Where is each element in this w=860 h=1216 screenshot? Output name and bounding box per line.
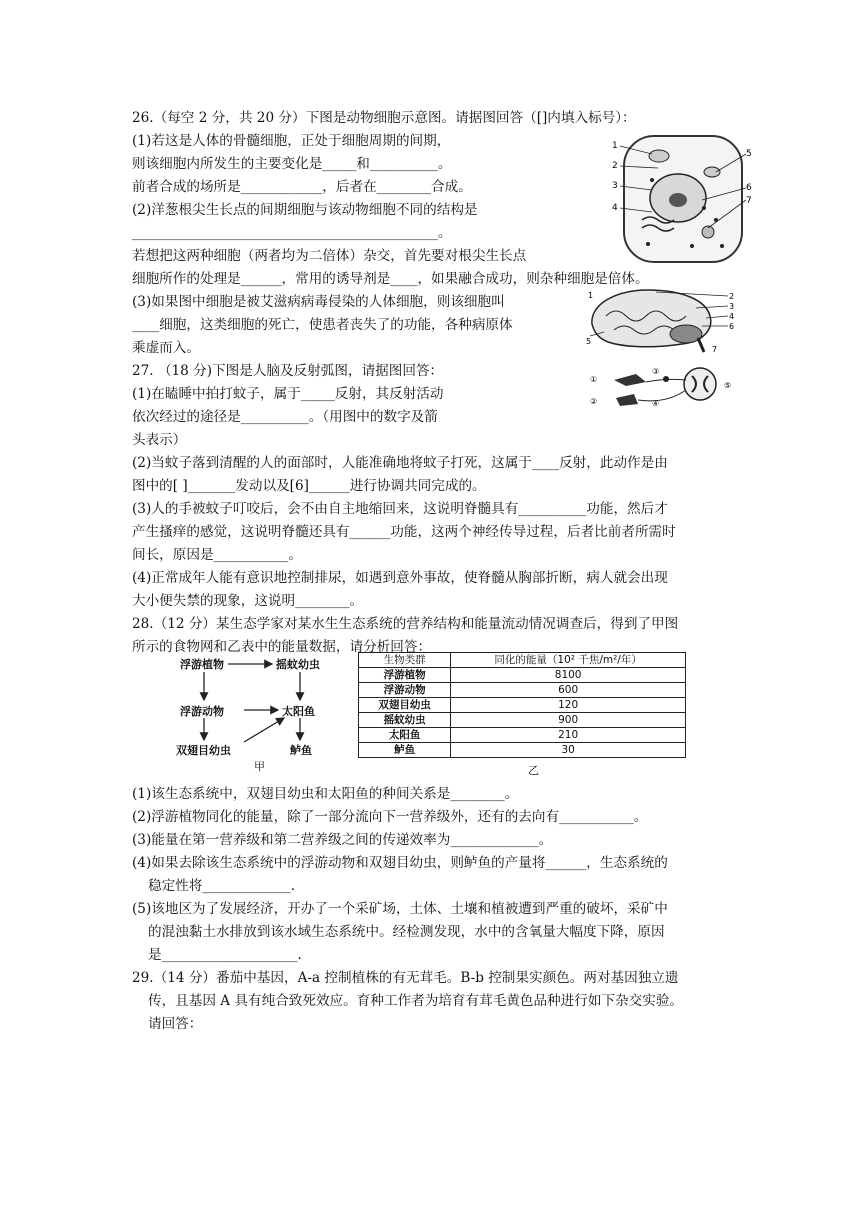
q26-line-7: 细胞所作的处理是______，常用的诱导剂是____，如果融合成功，则杂种细胞是倍体。 <box>132 271 649 287</box>
table-row <box>359 713 686 728</box>
cell-label-6: 6 <box>746 183 752 193</box>
q27-stem: 27. （18 分)下图是人脑及反射弧图，请据图回答： <box>132 363 444 379</box>
energy-table-header-energy: 同化的能量（10² 千焦/m²/年） <box>451 653 686 668</box>
food-web-node-sunfish: 太阳鱼 <box>282 705 315 718</box>
q26-line-8: (3)如果图中细胞是被艾滋病病毒侵染的人体细胞，则该细胞叫 <box>132 294 505 310</box>
q26-line-2: 则该细胞内所发生的主要变化是_____和__________。 <box>132 156 452 172</box>
table-row <box>359 743 686 758</box>
table-row <box>359 683 686 698</box>
food-web-node-perch: 鲈鱼 <box>290 744 312 757</box>
brain-label-7: 7 <box>712 345 718 354</box>
table-cell-energy: 900 <box>451 713 686 728</box>
table-cell-energy: 8100 <box>451 668 686 683</box>
brain-label-4: 4 <box>729 312 735 321</box>
q27-line-3: 头表示） <box>132 432 187 448</box>
energy-table-header <box>359 653 686 668</box>
q28-line-8: 是____________________. <box>148 947 302 963</box>
cell-label-3: 3 <box>612 181 618 191</box>
reflex-label-3: ③ <box>652 367 660 376</box>
brain-diagram <box>586 286 736 354</box>
reflex-label-1: ① <box>590 375 598 384</box>
q28-line-1: (1)该生态系统中，双翅目幼虫和太阳鱼的种间关系是________。 <box>132 786 519 802</box>
q29-line-3: 请回答： <box>148 1016 203 1032</box>
table-cell-energy: 210 <box>451 728 686 743</box>
q26-line-9: ____细胞，这类细胞的死亡，使患者丧失了的功能，各种病原体 <box>132 317 513 333</box>
table-cell-group: 太阳鱼 <box>359 728 451 743</box>
q29-line-1: 29.（14 分）番茄中基因，A-a 控制植株的有无茸毛。B-b 控制果实颜色。两对基因独立遗 <box>132 970 679 986</box>
q26-stem: 26.（每空 2 分，共 20 分）下图是动物细胞示意图。请据图回答（[]内填入标号）： <box>132 110 636 126</box>
q27-line-7: 产生搔痒的感觉，这说明脊髓还具有______功能，这两个神经传导过程，后者比前者所需时 <box>132 524 676 540</box>
table-row <box>359 668 686 683</box>
q28-line-5: 稳定性将_____________. <box>148 878 296 894</box>
q28-line-2: (2)浮游植物同化的能量，除了一部分流向下一营养级外，还有的去向有___________。 <box>132 809 648 825</box>
table-row <box>359 728 686 743</box>
q26-line-10: 乘虚而入。 <box>132 340 200 356</box>
q26-line-3: 前者合成的场所是____________，后者在________合成。 <box>132 179 472 195</box>
reflex-label-5: ⑤ <box>724 381 732 390</box>
table-cell-energy: 30 <box>451 743 686 758</box>
table-cell-group: 摇蚊幼虫 <box>359 713 451 728</box>
brain-label-3: 3 <box>729 302 735 311</box>
table-cell-group: 鲈鱼 <box>359 743 451 758</box>
brain-label-1: 1 <box>588 291 594 300</box>
q27-line-5: 图中的[ ]_______发动以及[6]______进行协调共同完成的。 <box>132 478 486 494</box>
table-cell-group: 浮游动物 <box>359 683 451 698</box>
q26-line-1: (1)若这是人体的骨髓细胞，正处于细胞周期的间期， <box>132 133 451 149</box>
q27-line-10: 大小便失禁的现象，这说明________。 <box>132 593 364 609</box>
cell-label-4: 4 <box>612 203 618 213</box>
table-row <box>359 698 686 713</box>
q27-line-8: 间长，原因是___________。 <box>132 547 302 563</box>
q27-line-4: (2)当蚊子落到清醒的人的面部时，人能准确地将蚊子打死，这属于____反射，此动作是由 <box>132 455 668 471</box>
brain-label-5: 5 <box>586 337 592 346</box>
food-web-node-midge-larva: 摇蚊幼虫 <box>276 658 320 671</box>
food-web-diagram <box>170 652 350 773</box>
q26-line-6: 若想把这两种细胞（两者均为二倍体）杂交，首先要对根尖生长点 <box>132 248 527 264</box>
table-cell-group: 浮游植物 <box>359 668 451 683</box>
q28-line-3: (3)能量在第一营养级和第二营养级之间的传递效率为_____________。 <box>132 832 553 848</box>
q26-line-4: (2)洋葱根尖生长点的间期细胞与该动物细胞不同的结构是 <box>132 202 478 218</box>
food-web-node-zooplankton: 浮游动物 <box>180 705 224 718</box>
q28-stem-1: 28.（12 分）某生态学家对某水生生态系统的营养结构和能量流动情况调查后，得到了甲图 <box>132 616 679 632</box>
animal-cell-diagram <box>612 128 754 268</box>
q28-stem-2: 所示的食物网和乙表中的能量数据，请分析回答： <box>132 639 432 655</box>
cell-label-5: 5 <box>746 149 752 159</box>
food-web-caption: 甲 <box>254 760 265 773</box>
q27-line-1: (1)在瞌睡中拍打蚊子，属于_____反射，其反射活动 <box>132 386 444 402</box>
energy-table <box>358 652 686 758</box>
reflex-label-2: ② <box>590 397 598 406</box>
q28-line-7: 的混浊黏土水排放到该水域生态系统中。经检测发现，水中的含氧量大幅度下降，原因 <box>148 924 665 940</box>
table-cell-energy: 120 <box>451 698 686 713</box>
cell-label-7: 7 <box>746 196 752 206</box>
reflex-label-4: ④ <box>652 399 660 408</box>
q28-line-6: (5)该地区为了发展经济，开办了一个采矿场，土体、土壤和植被遭到严重的破坏，采矿中 <box>132 901 668 917</box>
food-web-node-diptera-larva: 双翅目幼虫 <box>176 744 231 757</box>
brain-label-6: 6 <box>729 322 735 331</box>
table-cell-energy: 600 <box>451 683 686 698</box>
q26-line-5: _____________________________________________。 <box>132 225 452 241</box>
q27-line-2: 依次经过的途径是__________。（用图中的数字及箭 <box>132 409 438 425</box>
table-cell-group: 双翅目幼虫 <box>359 698 451 713</box>
cell-label-1: 1 <box>612 141 618 151</box>
reflex-arc-diagram <box>586 360 738 410</box>
q27-line-6: (3)人的手被蚊子叮咬后，会不由自主地缩回来，这说明脊髓具有__________功能，然后才 <box>132 501 668 517</box>
q27-line-9: (4)正常成年人能有意识地控制排尿，如遇到意外事故，使脊髓从胸部折断，病人就会出现 <box>132 570 668 586</box>
energy-table-caption: 乙 <box>528 764 539 777</box>
food-web-node-phytoplankton: 浮游植物 <box>180 658 224 671</box>
brain-label-2: 2 <box>729 292 735 301</box>
cell-label-2: 2 <box>612 161 618 171</box>
q28-line-4: (4)如果去除该生态系统中的浮游动物和双翅目幼虫，则鲈鱼的产量将______，生态系统的 <box>132 855 668 871</box>
q29-line-2: 传，且基因 A 具有纯合致死效应。育种工作者为培育有茸毛黄色品种进行如下杂交实验。 <box>148 993 684 1009</box>
energy-table-header-group: 生物类群 <box>359 653 451 668</box>
